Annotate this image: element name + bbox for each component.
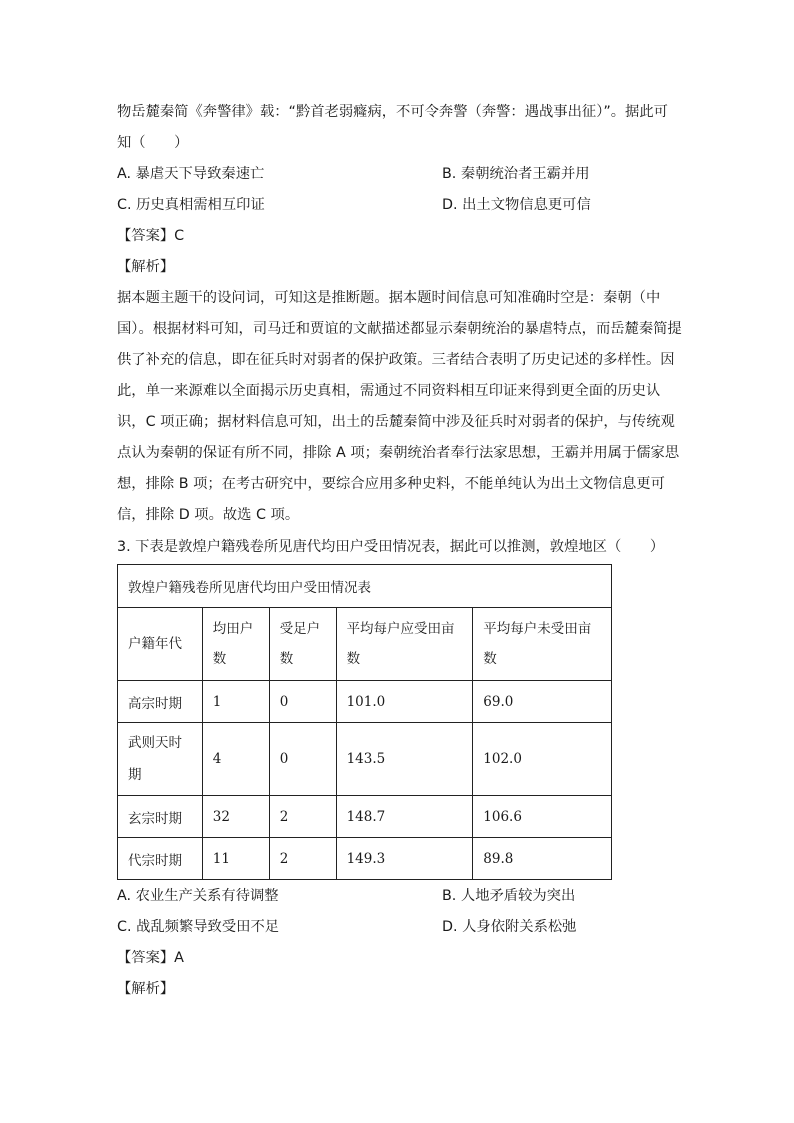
table-row	[118, 681, 612, 723]
cell-era: 玄宗时期	[118, 796, 203, 838]
cell-full: 0	[269, 681, 336, 723]
q2-option-c: C. 历史真相需相互印证	[117, 197, 265, 213]
table-row	[118, 723, 612, 796]
q2-option-b: B. 秦朝统治者王霸并用	[442, 166, 590, 182]
cell-households: 1	[202, 681, 269, 723]
q2-analysis-line: 此，单一来源难以全面揭示历史真相，需通过不同资料相互印证来得到更全面的历史认	[117, 383, 661, 399]
q2-analysis-line: 据本题主题干的设问词，可知这是推断题。据本题时间信息可知准确时空是：秦朝（中	[117, 290, 661, 306]
q2-option-d: D. 出土文物信息更可信	[442, 197, 591, 213]
cell-full: 2	[269, 796, 336, 838]
q2-analysis-label: 【解析】	[117, 259, 175, 275]
cell-unreceived: 102.0	[473, 723, 612, 796]
cell-full: 0	[269, 723, 336, 796]
table-header-row	[118, 608, 612, 681]
cell-households: 11	[202, 838, 269, 880]
cell-unreceived: 89.8	[473, 838, 612, 880]
q3-stem: 3. 下表是敦煌户籍残卷所见唐代均田户受田情况表，据此可以推测，敦煌地区（ ）	[117, 539, 665, 555]
q2-analysis-line: 识，C 项正确；据材料信息可知，出土的岳麓秦简中涉及征兵时对弱者的保护，与传统观	[117, 414, 675, 430]
cell-era: 高宗时期	[118, 681, 203, 723]
cell-households: 4	[202, 723, 269, 796]
q2-analysis-line: 想，排除 B 项；在考古研究中，要综合应用多种史料，不能单纯认为出土文物信息更可	[117, 476, 665, 492]
table-caption: 敦煌户籍残卷所见唐代均田户受田情况表	[118, 565, 612, 608]
q2-option-a: A. 暴虐天下导致秦速亡	[117, 166, 265, 182]
cell-era: 武则天时 期	[118, 723, 203, 796]
q2-analysis-line: 信，排除 D 项。故选 C 项。	[117, 507, 300, 523]
cell-households: 32	[202, 796, 269, 838]
land-allocation-table	[117, 564, 612, 880]
cell-unreceived: 69.0	[473, 681, 612, 723]
q2-analysis-line: 点认为秦朝的保证有所不同，排除 A 项；秦朝统治者奉行法家思想，王霸并用属于儒家思	[117, 445, 680, 461]
q3-option-d: D. 人身依附关系松弛	[442, 919, 577, 935]
q3-analysis-label: 【解析】	[117, 981, 175, 997]
q3-option-a: A. 农业生产关系有待调整	[117, 888, 279, 904]
cell-due: 149.3	[336, 838, 473, 880]
table-row	[118, 796, 612, 838]
cell-era: 代宗时期	[118, 838, 203, 880]
table-row	[118, 838, 612, 880]
cell-due: 148.7	[336, 796, 473, 838]
q2-analysis-line: 国）。根据材料可知，司马迁和贾谊的文献描述都显示秦朝统治的暴虐特点，而岳麓秦简提	[117, 321, 682, 337]
cell-due: 101.0	[336, 681, 473, 723]
header-full-households: 受足户 数	[269, 608, 336, 681]
header-era: 户籍年代	[118, 608, 203, 681]
cell-unreceived: 106.6	[473, 796, 612, 838]
header-avg-due-land: 平均每户应受田亩 数	[336, 608, 473, 681]
q2-stem-line-1: 物岳麓秦简《奔警律》载：“黔首老弱癃病，不可令奔警（奔警：遇战事出征）”。据此可	[117, 104, 668, 120]
cell-full: 2	[269, 838, 336, 880]
q3-option-c: C. 战乱频繁导致受田不足	[117, 919, 280, 935]
q3-option-b: B. 人地矛盾较为突出	[442, 888, 576, 904]
header-households: 均田户 数	[202, 608, 269, 681]
q2-answer: 【答案】C	[117, 228, 185, 244]
q3-answer: 【答案】A	[117, 950, 184, 966]
q2-stem-line-2: 知（ ）	[117, 135, 189, 151]
cell-due: 143.5	[336, 723, 473, 796]
q2-analysis-line: 供了补充的信息，即在征兵时对弱者的保护政策。三者结合表明了历史记述的多样性。因	[117, 352, 675, 368]
header-avg-unreceived-land: 平均每户未受田亩 数	[473, 608, 612, 681]
